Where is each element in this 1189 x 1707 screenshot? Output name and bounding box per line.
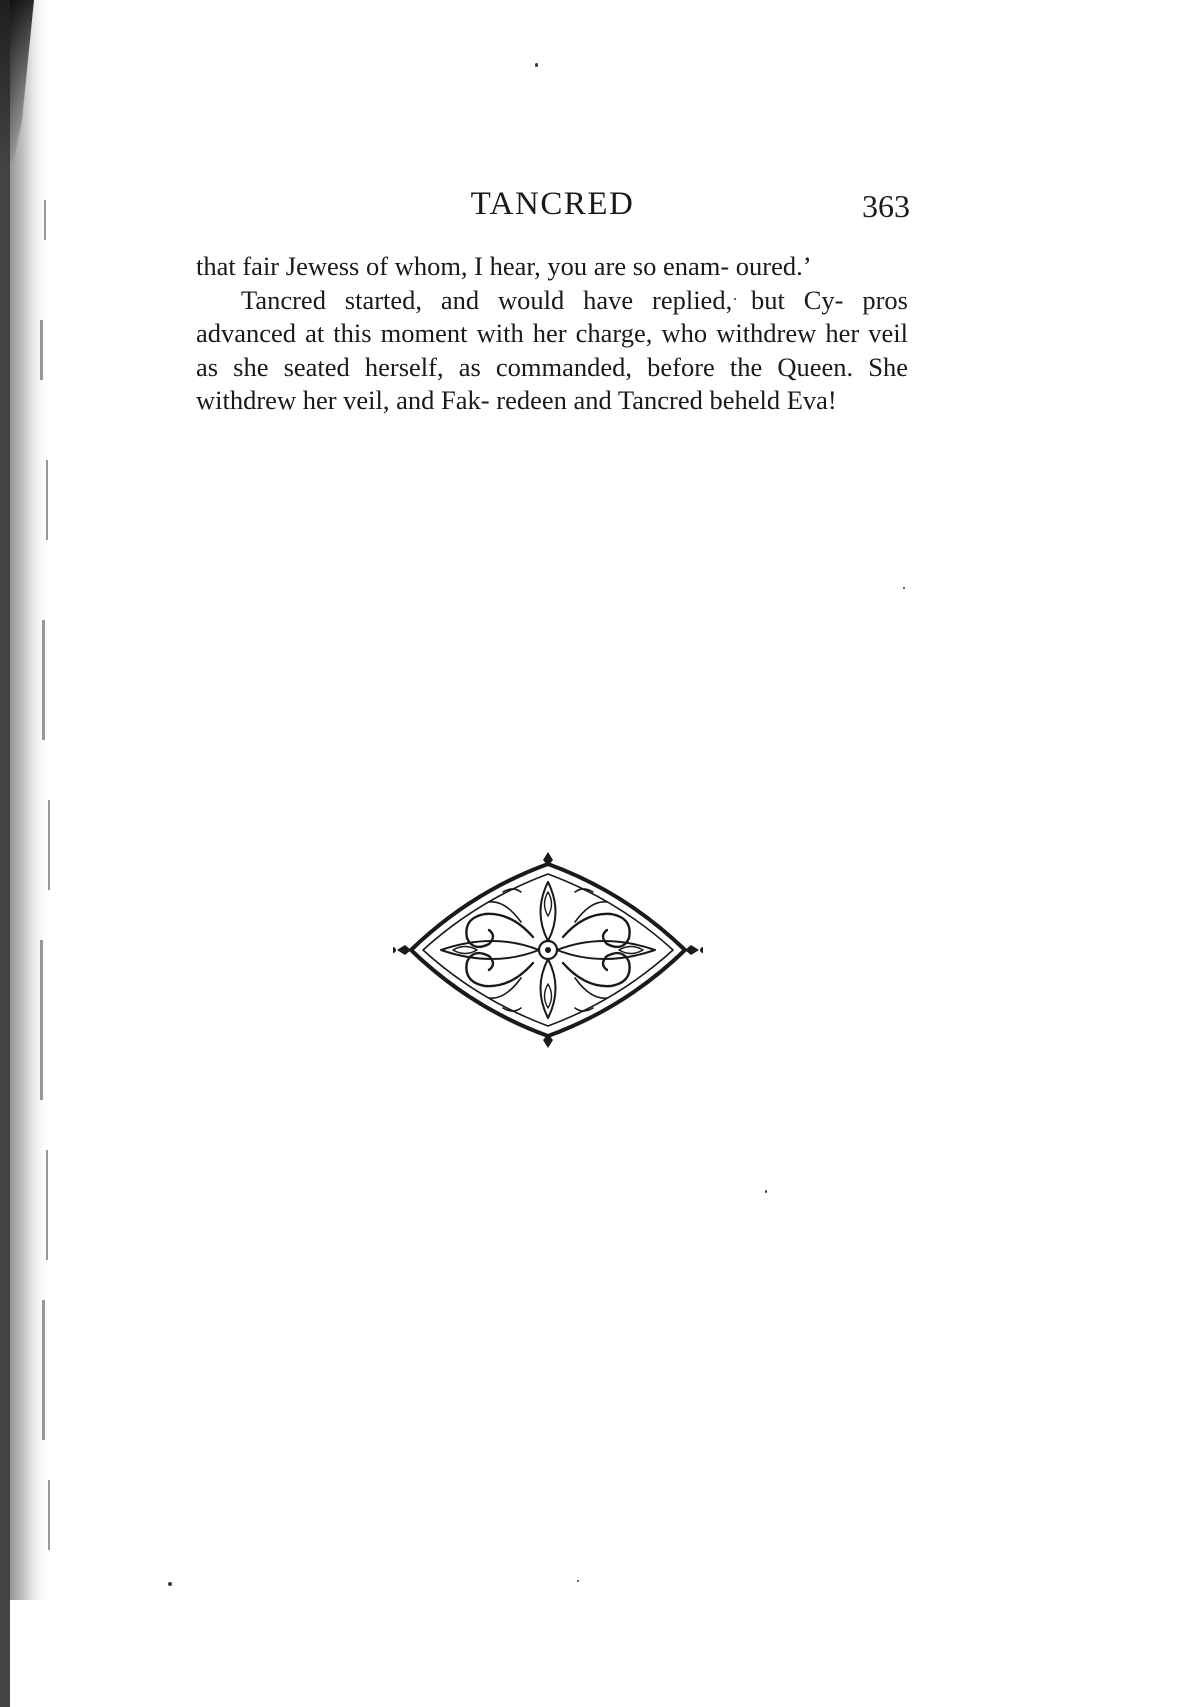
- scan-speck: [765, 1190, 767, 1193]
- running-title: TANCRED: [470, 186, 635, 222]
- running-head: [195, 186, 910, 236]
- scan-speck: [903, 587, 905, 589]
- paragraph-continued: that fair Jewess of whom, I hear, you are so enam- oured.’: [196, 251, 812, 281]
- binding-edge: [0, 0, 70, 1707]
- scan-speck: [577, 1580, 579, 1582]
- body-text: [196, 250, 908, 418]
- paragraph: Tancred started, and would have replied, but Cy- pros advanced at this moment with her charge, who withdrew her veil as she seated herself, as commanded, before the Queen. She withdrew her veil, and Fak- redeen and Tancred beheld Eva!: [196, 284, 908, 415]
- page-number: 363: [862, 188, 910, 224]
- tailpiece-ornament-icon: [393, 852, 703, 1048]
- scan-speck: [535, 63, 538, 67]
- scan-speck: [168, 1582, 172, 1586]
